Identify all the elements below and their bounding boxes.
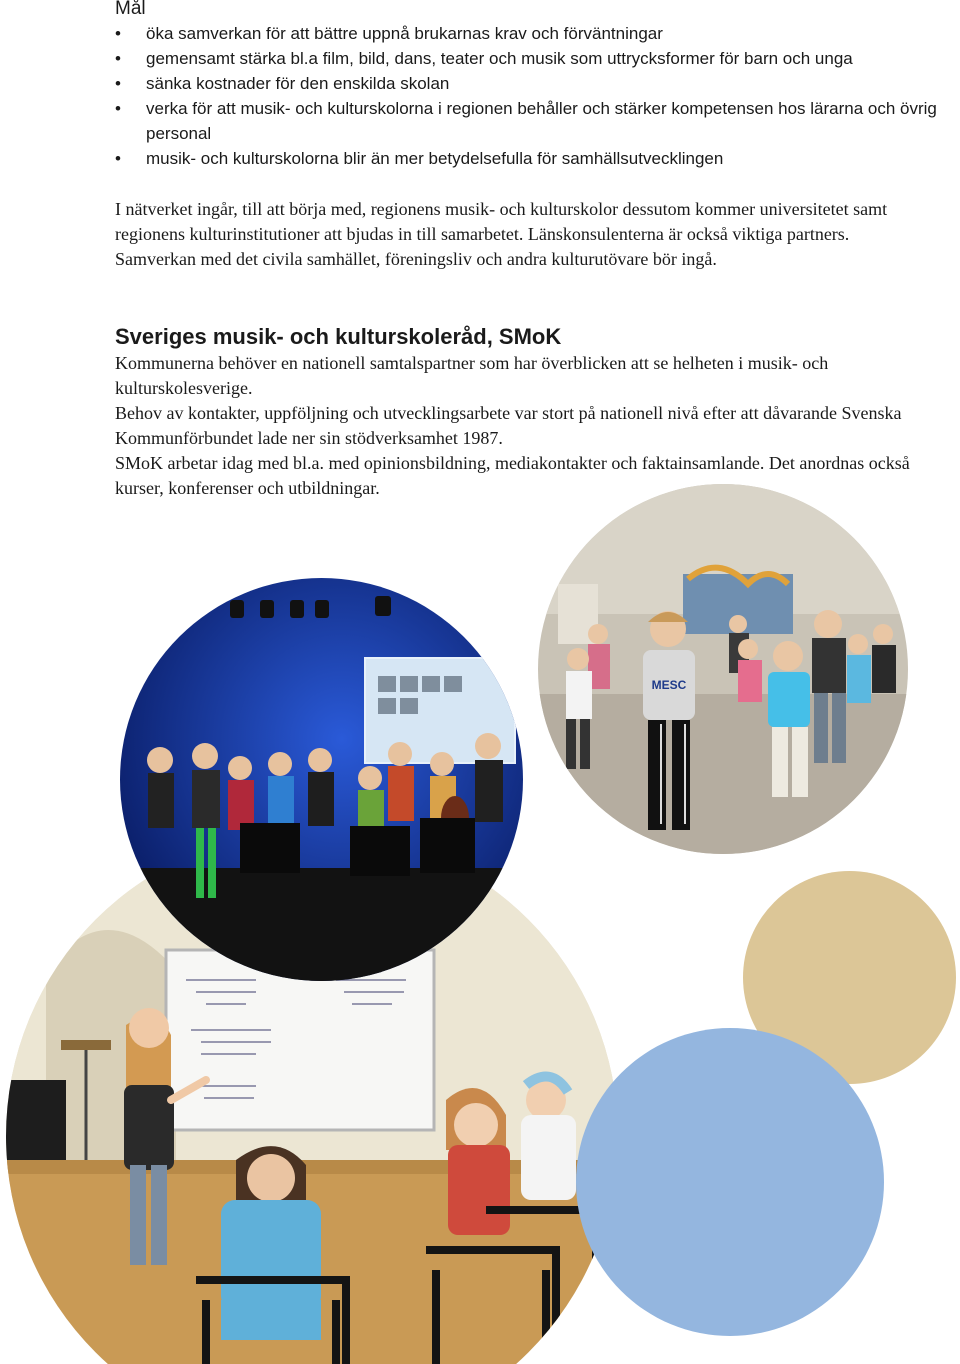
smok-body: [115, 351, 930, 501]
dance-illustration: [538, 484, 908, 854]
orchestra-photo: [120, 578, 523, 981]
smok-paragraph: Kommunerna behöver en nationell samtalspartner som har överblicken att se helheten i musik- och kulturskolesverige.: [115, 353, 829, 398]
network-paragraph: I nätverket ingår, till att börja med, regionens musik- och kulturskolor dessutom kommer universitetet samt regionens kulturinstitutioner att bjudas in till samarbetet. Länskonsulenterna är också viktiga partners. Samverkan med det civila samhället, föreningsliv och andra kulturutövare bör ingå.: [115, 199, 888, 269]
goal-item: • öka samverkan för att bättre uppnå brukarnas krav och förväntningar: [115, 21, 945, 46]
goal-item: • gemensamt stärka bl.a film, bild, dans, teater och musik som uttrycksformer för barn och unga: [115, 46, 945, 71]
goal-item: • verka för att musik- och kulturskolorna i regionen behåller och stärker kompetensen hos lärarna och övrig personal: [115, 96, 945, 146]
goal-item: • musik- och kulturskolorna blir än mer betydelsefulla för samhällsutvecklingen: [115, 146, 945, 171]
decorative-blue-circle: [576, 1028, 884, 1336]
dance-photo: [538, 484, 908, 854]
smok-paragraph: Behov av kontakter, uppföljning och utvecklingsarbete var stort på nationell nivå efter att dåvarande Svenska Kommunförbundet lade ner sin stödverksamhet 1987.: [115, 403, 902, 448]
goal-item: • sänka kostnader för den enskilda skolan: [115, 71, 945, 96]
smok-paragraph: SMoK arbetar idag med bl.a. med opinionsbildning, mediakontakter och faktainsamlande. Det anordnas också kurser, konferenser och utbildningar.: [115, 453, 910, 498]
orchestra-illustration: [120, 578, 523, 981]
goals-heading: Mål: [115, 0, 146, 19]
goals-list: [115, 21, 945, 171]
shirt-print: MESC: [651, 678, 687, 692]
smok-heading: Sveriges musik- och kulturskoleråd, SMoK: [115, 324, 562, 349]
